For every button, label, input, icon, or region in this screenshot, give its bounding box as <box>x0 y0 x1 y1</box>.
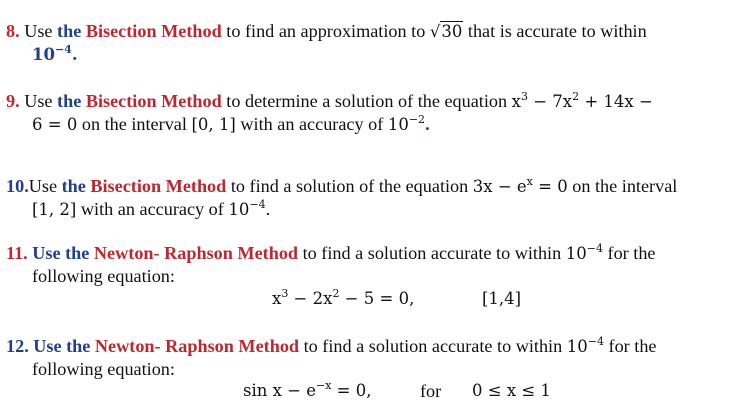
sqrt-expression: √30 <box>429 22 463 41</box>
problem-12-range: 0 ≤ x ≤ 1 <box>472 381 551 400</box>
tolerance-base: 10 <box>228 200 250 219</box>
eq-term: − 5 = 0, <box>339 289 415 308</box>
eq-term: − 2x <box>288 289 333 308</box>
eq-exponent: 2 <box>332 287 340 300</box>
problem-12-line-1 <box>6 335 739 358</box>
method-name: Newton- Raphson Method <box>93 243 299 263</box>
problem-9-line-2 <box>6 113 739 136</box>
text: Use <box>24 21 58 41</box>
eq-term: x <box>511 92 521 111</box>
problem-8-line-2 <box>6 43 739 66</box>
tolerance-exponent: −4 <box>249 198 266 211</box>
text: to find an approximation to <box>221 21 430 41</box>
tolerance-exponent: −4 <box>54 43 72 56</box>
problem-number: 12. <box>6 336 29 356</box>
problem-12-equation <box>243 380 372 402</box>
tolerance-base: 10 <box>32 45 55 64</box>
the-word: the <box>61 176 86 196</box>
text: with an accuracy of <box>76 199 229 219</box>
problem-11-equation <box>272 288 414 310</box>
tolerance-base: 10 <box>387 115 409 134</box>
text: to find a solution of the equation <box>226 176 473 196</box>
text: to find a solution accurate to within <box>298 243 566 263</box>
the-word: the <box>66 336 91 356</box>
the-word: the <box>57 21 82 41</box>
problem-12 <box>6 335 739 380</box>
problem-8 <box>6 20 739 66</box>
text: Use <box>28 176 62 196</box>
method-name: Bisection Method <box>90 176 227 196</box>
text: on the interval <box>567 176 678 196</box>
tolerance <box>567 337 604 356</box>
method-name: Newton- Raphson Method <box>94 336 300 356</box>
text: that is accurate to within <box>463 21 647 41</box>
eq-term: = 0, <box>331 381 372 400</box>
problem-10-line-2 <box>6 198 739 221</box>
tolerance-period: . <box>71 45 78 64</box>
text: for the <box>603 336 657 356</box>
tolerance <box>388 115 425 134</box>
tolerance-exponent: −4 <box>587 335 604 348</box>
equation-part-1 <box>512 92 653 111</box>
eq-term: = 0 <box>532 177 568 196</box>
eq-term: + 14x − <box>579 92 653 111</box>
problem-8-line-1 <box>6 20 739 43</box>
tolerance <box>566 244 603 263</box>
tolerance-exponent: −2 <box>408 113 426 126</box>
interval: [0, 1] <box>191 115 236 134</box>
the-word: the <box>65 243 90 263</box>
eq-term: x <box>272 289 282 308</box>
tolerance-period: . <box>265 199 271 219</box>
eq-exponent: 3 <box>520 90 528 103</box>
text: for the <box>602 243 656 263</box>
method-name: Bisection Method <box>85 91 222 111</box>
problem-11-interval: [1,4] <box>482 289 522 308</box>
tolerance-period: . <box>425 114 430 134</box>
use-word: Use <box>28 336 67 356</box>
text: Use <box>24 91 58 111</box>
method-name: Bisection Method <box>85 21 222 41</box>
eq-exponent: −x <box>316 379 332 392</box>
problem-9 <box>6 90 739 136</box>
text: with an accuracy of <box>235 114 388 134</box>
interval: [1, 2] <box>32 200 77 219</box>
problem-10 <box>6 175 739 221</box>
sqrt-radicand: 30 <box>441 22 463 41</box>
equation-part-2: 6 = 0 <box>32 115 78 134</box>
use-word: Use <box>27 243 66 263</box>
text: on the interval <box>77 114 192 134</box>
problem-number: 11. <box>6 243 28 263</box>
tolerance-base: 10 <box>566 337 588 356</box>
problem-11-line-1 <box>6 242 739 265</box>
text: to determine a solution of the equation <box>221 91 512 111</box>
eq-exponent: 3 <box>281 287 289 300</box>
equation <box>473 177 568 196</box>
problem-9-line-1 <box>6 90 739 113</box>
problem-number: 8. <box>6 21 20 41</box>
problem-10-line-1 <box>6 175 739 198</box>
text: to find a solution accurate to within <box>299 336 567 356</box>
problem-11-line-2: following equation: <box>32 266 175 286</box>
eq-term: − 7x <box>527 92 573 111</box>
eq-exponent: x <box>526 175 533 188</box>
problem-number: 10. <box>6 176 29 196</box>
eq-exponent: 2 <box>572 90 580 103</box>
tolerance <box>32 45 78 64</box>
tolerance <box>228 200 265 219</box>
problem-12-line-2: following equation: <box>32 359 175 379</box>
the-word: the <box>57 91 82 111</box>
eq-term: 3x − e <box>472 177 527 196</box>
tolerance-exponent: −4 <box>586 242 603 255</box>
eq-term: sin x − e <box>243 381 317 400</box>
problem-12-for-word: for <box>420 381 442 401</box>
problem-number: 9. <box>6 91 20 111</box>
problem-11 <box>6 242 739 287</box>
tolerance-base: 10 <box>565 244 587 263</box>
